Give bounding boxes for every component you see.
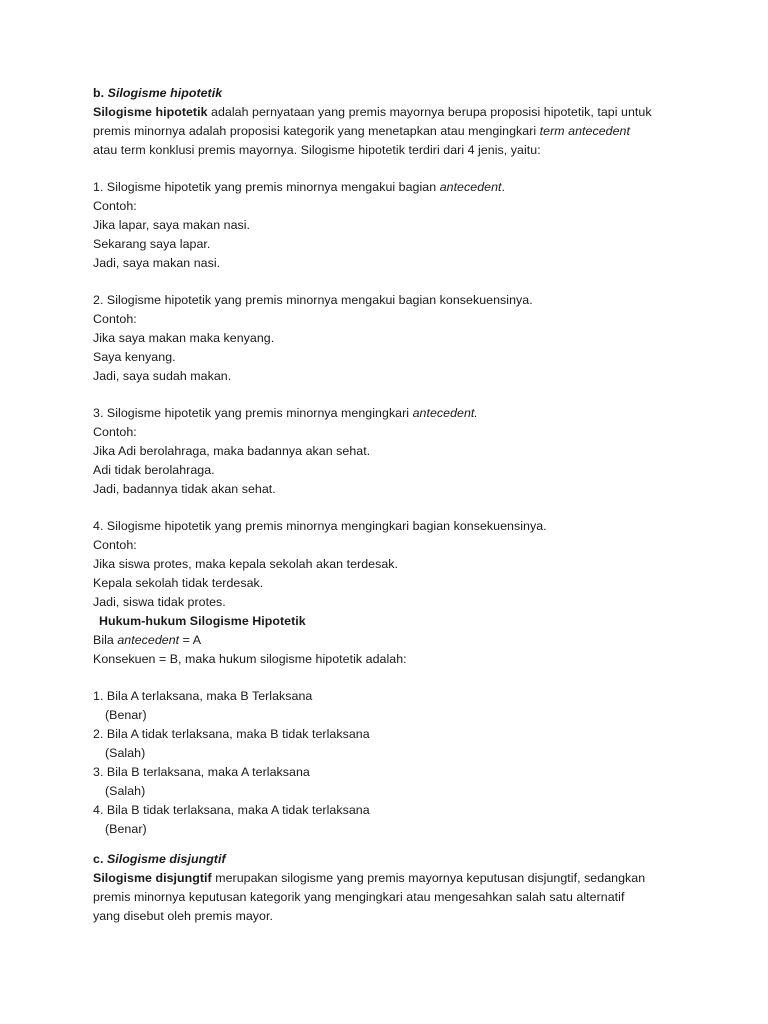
intro-line-2-text: premis minornya adalah proposisi kategorik yang menetapkan atau mengingkari	[93, 124, 540, 138]
type-1-example-label: Contoh:	[93, 199, 137, 213]
type-1-line-2: Sekarang saya lapar.	[93, 237, 211, 251]
laws-bila-prefix: Bila	[93, 633, 118, 647]
type-1-title-term: antecedent	[439, 180, 502, 194]
intro-line-3: atau term konklusi premis mayornya. Silogisme hipotetik terdiri dari 4 jenis, yaitu:	[93, 143, 541, 157]
type-3-example-label: Contoh:	[93, 425, 137, 439]
section-b-heading	[93, 84, 222, 103]
section-b-letter: b.	[93, 86, 105, 100]
law-2-rule: 2. Bila A tidak terlaksana, maka B tidak terlaksana	[93, 727, 370, 741]
laws-bila-line	[93, 631, 201, 650]
intro-term: Silogisme hipotetik	[93, 105, 208, 119]
type-1-title-end: .	[501, 180, 506, 194]
laws-bila-term: antecedent	[117, 633, 180, 647]
law-4-verdict: (Benar)	[105, 822, 147, 836]
type-3-title-text: 3. Silogisme hipotetik yang premis minornya mengingkari	[93, 406, 413, 420]
law-4-rule: 4. Bila B tidak terlaksana, maka A tidak terlaksana	[93, 803, 370, 817]
law-1-rule: 1. Bila A terlaksana, maka B Terlaksana	[93, 689, 313, 703]
type-1-line-3: Jadi, saya makan nasi.	[93, 256, 221, 270]
type-1-line-1: Jika lapar, saya makan nasi.	[93, 218, 251, 232]
intro-line-2-term: term antecedent	[539, 124, 630, 138]
section-c-title: Silogisme disjungtif	[106, 852, 226, 866]
intro-line-2	[93, 122, 630, 141]
section-c-line-2: premis minornya keputusan kategorik yang mengingkari atau mengesahkan salah satu alternatif	[93, 890, 625, 904]
type-3-title	[93, 404, 478, 423]
type-1-title-text: 1. Silogisme hipotetik yang premis minornya mengakui bagian	[93, 180, 440, 194]
type-2-line-3: Jadi, saya sudah makan.	[93, 369, 232, 383]
type-4-title: 4. Silogisme hipotetik yang premis minornya mengingkari bagian konsekuensinya.	[93, 519, 547, 533]
type-1-title	[93, 178, 505, 197]
laws-heading: Hukum-hukum Silogisme Hipotetik	[99, 614, 306, 628]
section-c-letter: c.	[93, 852, 104, 866]
laws-bila-suffix: = A	[179, 633, 202, 647]
intro-line-1-text: adalah pernyataan yang premis mayornya berupa proposisi hipotetik, tapi untuk	[207, 105, 652, 119]
type-2-line-2: Saya kenyang.	[93, 350, 176, 364]
section-c-line-1	[93, 869, 645, 888]
type-4-example-label: Contoh:	[93, 538, 137, 552]
type-4-line-3: Jadi, siswa tidak protes.	[93, 595, 226, 609]
type-3-title-term: antecedent.	[412, 406, 478, 420]
law-1-verdict: (Benar)	[105, 708, 147, 722]
type-3-line-3: Jadi, badannya tidak akan sehat.	[93, 482, 276, 496]
law-2-verdict: (Salah)	[105, 746, 146, 760]
type-2-title: 2. Silogisme hipotetik yang premis minornya mengakui bagian konsekuensinya.	[93, 293, 533, 307]
type-2-example-label: Contoh:	[93, 312, 137, 326]
type-2-line-1: Jika saya makan maka kenyang.	[93, 331, 275, 345]
section-b-title: Silogisme hipotetik	[107, 86, 223, 100]
section-c-line-3: yang disebut oleh premis mayor.	[93, 909, 273, 923]
section-c-term: Silogisme disjungtif	[93, 871, 212, 885]
section-c-line-1-text: merupakan silogisme yang premis mayornya keputusan disjungtif, sedangkan	[211, 871, 646, 885]
law-3-rule: 3. Bila B terlaksana, maka A terlaksana	[93, 765, 310, 779]
type-4-line-1: Jika siswa protes, maka kepala sekolah akan terdesak.	[93, 557, 398, 571]
laws-konsekuen-line: Konsekuen = B, maka hukum silogisme hipotetik adalah:	[93, 652, 407, 666]
type-3-line-2: Adi tidak berolahraga.	[93, 463, 215, 477]
type-4-line-2: Kepala sekolah tidak terdesak.	[93, 576, 264, 590]
type-3-line-1: Jika Adi berolahraga, maka badannya akan sehat.	[93, 444, 371, 458]
section-c-heading	[93, 850, 226, 869]
intro-line-1	[93, 103, 652, 122]
law-3-verdict: (Salah)	[105, 784, 146, 798]
